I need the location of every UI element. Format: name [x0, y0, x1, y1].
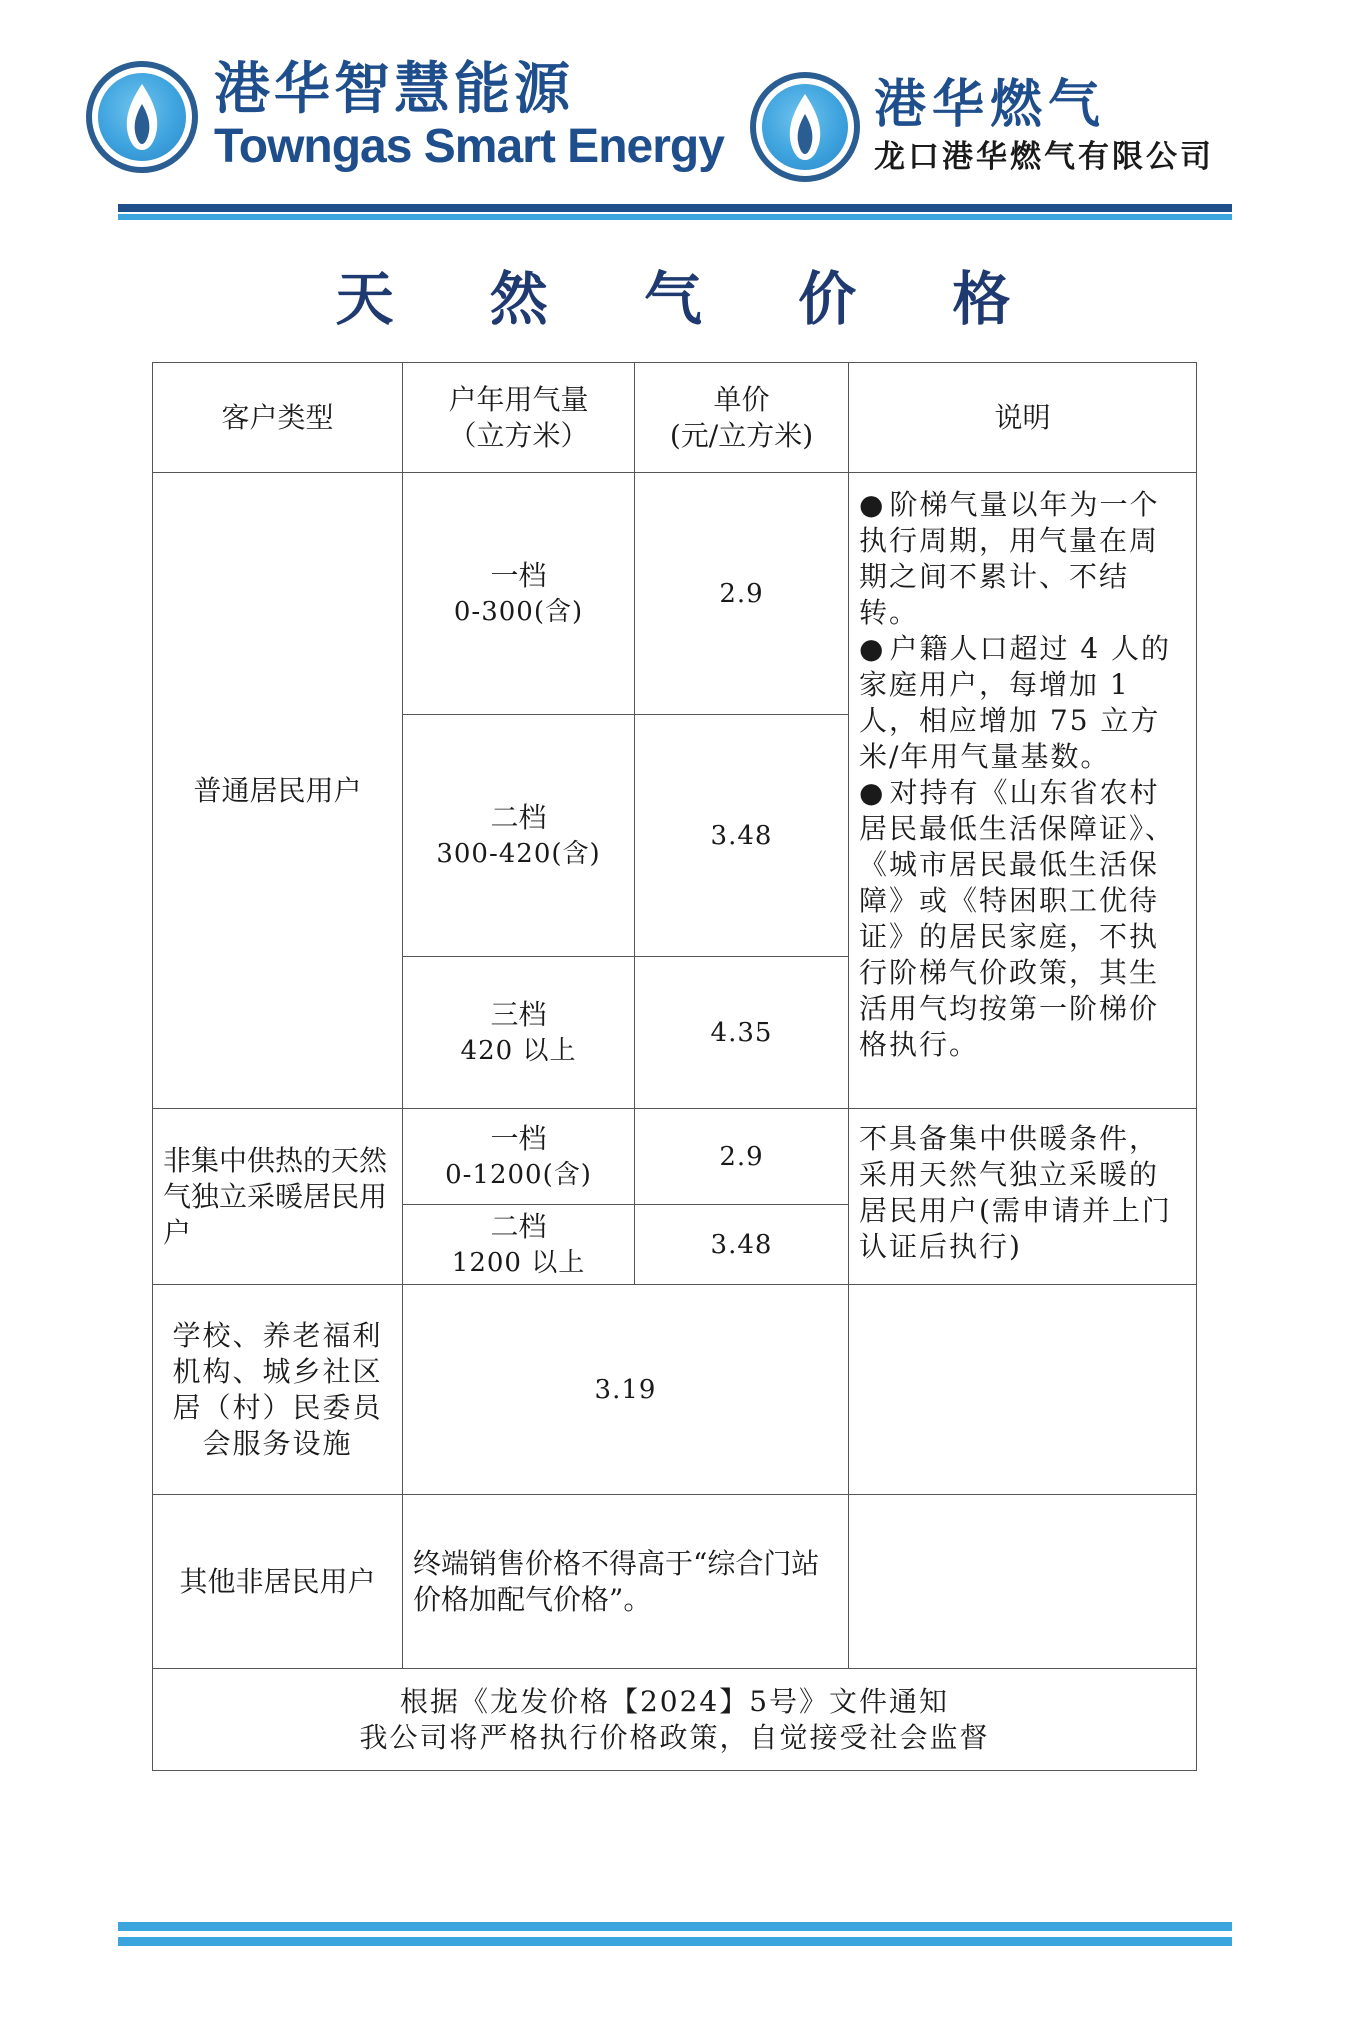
note-text: 户籍人口超过 4 人的家庭用户，每增加 1 人，相应增加 75 立方米/年用气量基数。: [859, 632, 1172, 773]
brand-name-cn-right: 港华燃气: [874, 75, 1107, 135]
table-row: [153, 1495, 1197, 1669]
residential-type: 普通居民用户: [153, 473, 403, 1109]
tier-range: 420 以上: [460, 1035, 577, 1066]
header-unit-price-line2: (元/立方米): [669, 418, 814, 452]
table-footer: [153, 1669, 1197, 1771]
tier-name: 一档: [490, 1121, 547, 1155]
header-notes: 说明: [849, 363, 1197, 473]
note-text: 对持有《山东省农村居民最低生活保障证》、《城市居民最低生活保障》或《特困职工优待证》的居民家庭，不执行阶梯气价政策，其生活用气均按第一阶梯价格执行。: [859, 776, 1176, 1061]
header-unit-price: [635, 363, 849, 473]
flame-logo-icon: [86, 61, 198, 173]
residential-tier-1-price: 2.9: [635, 473, 849, 715]
institutions-price: 3.19: [403, 1285, 849, 1495]
table-header-row: [153, 363, 1197, 473]
footer-line-2: 我公司将严格执行价格政策，自觉接受社会监督: [359, 1720, 990, 1754]
tier-name: 三档: [490, 997, 547, 1031]
footer-line-1: 根据《龙发价格【2024】5号》文件通知: [399, 1684, 950, 1718]
company-name: 龙口港华燃气有限公司: [874, 139, 1214, 175]
table-footer-row: [153, 1669, 1197, 1771]
heating-tier-1: [403, 1109, 635, 1205]
towngas-smart-energy-brand: [86, 57, 724, 174]
note-item: ● 阶梯气量以年为一个执行周期，用气量在周期之间不累计、不结转。: [859, 488, 1160, 629]
brand-name-en: Towngas Smart Energy: [214, 120, 724, 173]
page-title: 天 然 气 价 格: [335, 265, 1049, 333]
residential-notes: [849, 473, 1197, 1109]
heating-tier-2: [403, 1205, 635, 1285]
flame-logo-icon: [750, 72, 860, 182]
header-divider: [118, 204, 1232, 220]
header-customer-type: 客户类型: [153, 363, 403, 473]
footer-divider: [118, 1922, 1232, 1946]
heating-type: 非集中供热的天然气独立采暖居民用户: [153, 1109, 403, 1285]
header-annual-volume-line1: 户年用气量: [448, 382, 589, 416]
header-annual-volume-line2: （立方米）: [448, 418, 589, 452]
tier-range: 300-420(含): [436, 838, 601, 869]
residential-tier-2-price: 3.48: [635, 715, 849, 957]
other-type: 其他非居民用户: [153, 1495, 403, 1669]
heating-tier-2-price: 3.48: [635, 1205, 849, 1285]
tier-name: 二档: [490, 800, 547, 834]
residential-tier-3: [403, 957, 635, 1109]
tier-range: 0-300(含): [453, 596, 584, 627]
residential-tier-2: [403, 715, 635, 957]
brand-name-cn: 港华智慧能源: [214, 57, 574, 122]
institutions-note: [849, 1285, 1197, 1495]
table-row: [153, 473, 1197, 715]
header-annual-volume: [403, 363, 635, 473]
towngas-brand: [750, 72, 1214, 182]
note-text: 阶梯气量以年为一个执行周期，用气量在周期之间不累计、不结转。: [859, 488, 1160, 629]
table-row: [153, 1285, 1197, 1495]
other-price-text: 终端销售价格不得高于“综合门站价格加配气价格”。: [403, 1495, 849, 1669]
note-item: ● 对持有《山东省农村居民最低生活保障证》、《城市居民最低生活保障》或《特困职工优待证》的居民家庭，不执行阶梯气价政策，其生活用气均按第一阶梯价格执行。: [859, 776, 1176, 1061]
other-note: [849, 1495, 1197, 1669]
tier-range: 0-1200(含): [445, 1159, 592, 1190]
table-row: [153, 1109, 1197, 1205]
tier-range: 1200 以上: [451, 1247, 586, 1278]
institutions-type: 学校、养老福利机构、城乡社区居（村）民委员会服务设施: [153, 1285, 403, 1495]
note-item: ● 户籍人口超过 4 人的家庭用户，每增加 1 人，相应增加 75 立方米/年用气量基数。: [859, 632, 1172, 773]
tier-name: 二档: [490, 1209, 547, 1243]
residential-tier-1: [403, 473, 635, 715]
header-unit-price-line1: 单价: [713, 382, 770, 416]
residential-tier-3-price: 4.35: [635, 957, 849, 1109]
tier-name: 一档: [490, 558, 547, 592]
heating-tier-1-price: 2.9: [635, 1109, 849, 1205]
heating-note: 不具备集中供暖条件，采用天然气独立采暖的居民用户(需申请并上门认证后执行): [849, 1109, 1197, 1285]
gas-price-table: [152, 362, 1197, 1771]
